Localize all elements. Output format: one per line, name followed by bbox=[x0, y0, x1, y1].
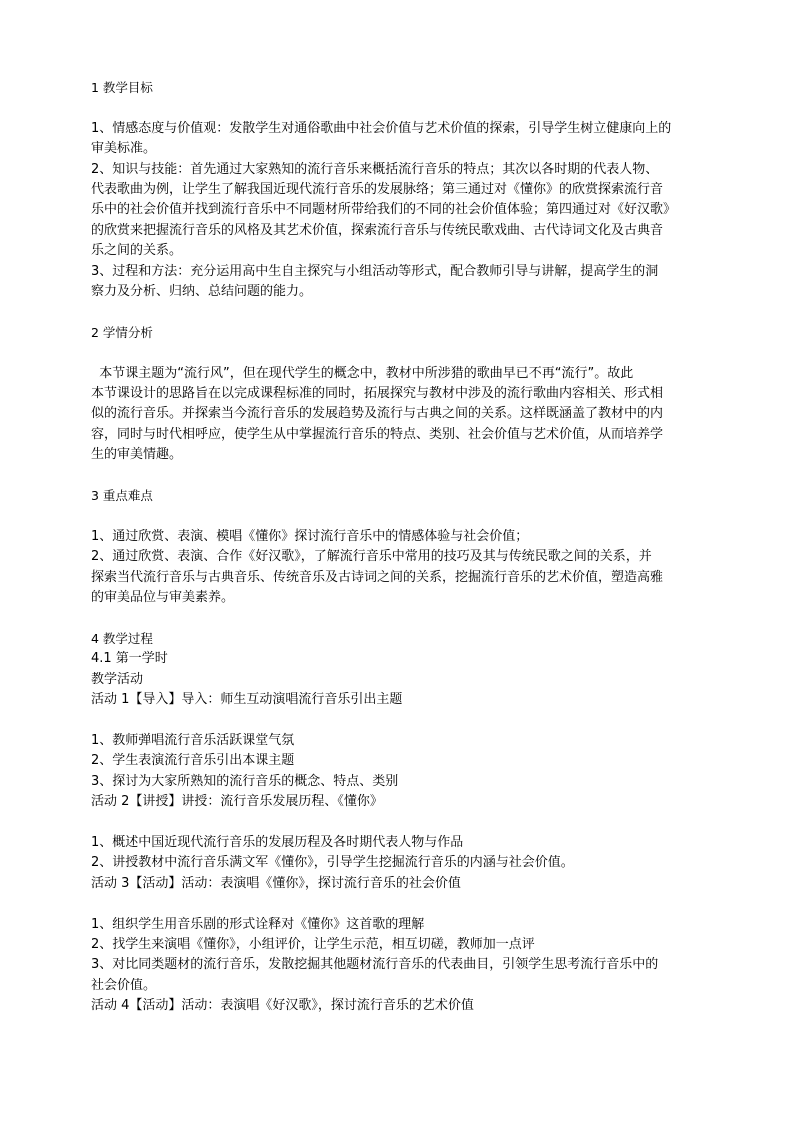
activity-title: 活动 1【导入】导入：师生互动演唱流行音乐引出主题 bbox=[91, 692, 403, 708]
activity-title: 活动 3【活动】活动：表演唱《懂你》，探讨流行音乐的社会价值 bbox=[91, 875, 461, 891]
keypoints-line: 2、通过欣赏、表演、合作《好汉歌》，了解流行音乐中常用的技巧及其与传统民歌之间的关系，并 bbox=[91, 549, 652, 565]
activity-line: 3、探讨为大家所熟知的流行音乐的概念、特点、类别 bbox=[91, 773, 399, 789]
spacer bbox=[91, 506, 715, 526]
objectives-line: 3、过程和方法：充分运用高中生自主探究与小组活动等形式，配合教师引导与讲解，提高学生的洞 bbox=[91, 263, 659, 279]
spacer bbox=[91, 813, 715, 833]
spacer bbox=[91, 608, 715, 628]
activity-line: 社会价值。 bbox=[91, 977, 157, 993]
section-heading-objectives: 1 教学目标 bbox=[91, 80, 153, 95]
objectives-line: 乐之间的关系。 bbox=[91, 243, 183, 259]
activity-label: 教学活动 bbox=[91, 671, 144, 687]
spacer bbox=[91, 894, 715, 914]
objectives-line: 2、知识与技能：首先通过大家熟知的流行音乐来概括流行音乐的特点；其次以各时期的代表人物、 bbox=[91, 161, 659, 177]
objectives-line: 察力及分析、归纳、总结问题的能力。 bbox=[91, 284, 313, 300]
section-heading-process: 4 教学过程 bbox=[91, 630, 153, 646]
analysis-line: 本节课主题为“流行风”，但在现代学生的概念中，教材中所涉猎的歌曲早已不再“流行”。故此 bbox=[91, 365, 634, 381]
activity-title: 活动 4【活动】活动：表演唱《好汉歌》，探讨流行音乐的艺术价值 bbox=[91, 998, 474, 1014]
spacer bbox=[91, 302, 715, 322]
analysis-line: 本节课设计的思路旨在以完成课程标准的同时，拓展探究与教材中涉及的流行歌曲内容相关、形式相 bbox=[91, 386, 664, 402]
activity-line: 3、对比同类题材的流行音乐，发散挖掘其他题材流行音乐的代表曲目，引领学生思考流行音乐中的 bbox=[91, 957, 659, 973]
document-page bbox=[91, 78, 715, 1017]
activity-line: 2、学生表演流行音乐引出本课主题 bbox=[91, 753, 295, 769]
activity-title: 活动 2【讲授】讲授：流行音乐发展历程、《懂你》 bbox=[91, 794, 383, 810]
objectives-line: 审美标准。 bbox=[91, 141, 157, 157]
activity-line: 1、教师弹唱流行音乐活跃课堂气氛 bbox=[91, 732, 295, 748]
objectives-line: 的欣赏来把握流行音乐的风格及其艺术价值，探索流行音乐与传统民歌戏曲、古代诗词文化及古典音 bbox=[91, 222, 664, 238]
section-heading-analysis: 2 学情分析 bbox=[91, 324, 153, 340]
analysis-line: 容，同时与时代相呼应，使学生从中掌握流行音乐的特点、类别、社会价值与艺术价值，从而培养学 bbox=[91, 426, 664, 442]
analysis-line: 似的流行音乐。并探索当今流行音乐的发展趋势及流行与古典之间的关系。这样既涵盖了教材中的内 bbox=[91, 406, 664, 422]
activity-line: 1、概述中国近现代流行音乐的发展历程及各时期代表人物与作品 bbox=[91, 834, 464, 850]
keypoints-line: 探索当代流行音乐与古典音乐、传统音乐及古诗词之间的关系，挖掘流行音乐的艺术价值，塑造高雅 bbox=[91, 569, 664, 585]
activity-line: 1、组织学生用音乐剧的形式诠释对《懂你》这首歌的理解 bbox=[91, 916, 425, 932]
spacer bbox=[91, 711, 715, 731]
objectives-line: 1、情感态度与价值观：发散学生对通俗歌曲中社会价值与艺术价值的探索，引导学生树立健康向上的 bbox=[91, 120, 672, 136]
analysis-line: 生的审美情趣。 bbox=[91, 447, 183, 463]
activity-line: 2、找学生来演唱《懂你》，小组评价，让学生示范，相互切磋，教师加一点评 bbox=[91, 936, 535, 952]
spacer bbox=[91, 343, 715, 363]
spacer bbox=[91, 466, 715, 486]
keypoints-line: 的审美品位与审美素养。 bbox=[91, 590, 235, 606]
keypoints-line: 1、通过欣赏、表演、模唱《懂你》探讨流行音乐中的情感体验与社会价值； bbox=[91, 528, 529, 544]
activity-line: 2、讲授教材中流行音乐满文军《懂你》，引导学生挖掘流行音乐的内涵与社会价值。 bbox=[91, 855, 574, 871]
subsection-heading: 4.1 第一学时 bbox=[91, 651, 168, 667]
section-heading-keypoints: 3 重点难点 bbox=[91, 488, 153, 504]
spacer bbox=[91, 98, 715, 118]
objectives-line: 乐中的社会价值并找到流行音乐中不同题材所带给我们的不同的社会价值体验；第四通过对《好汉歌》 bbox=[91, 202, 677, 218]
objectives-line: 代表歌曲为例，让学生了解我国近现代流行音乐的发展脉络；第三通过对《懂你》的欣赏探索流行音 bbox=[91, 182, 664, 198]
